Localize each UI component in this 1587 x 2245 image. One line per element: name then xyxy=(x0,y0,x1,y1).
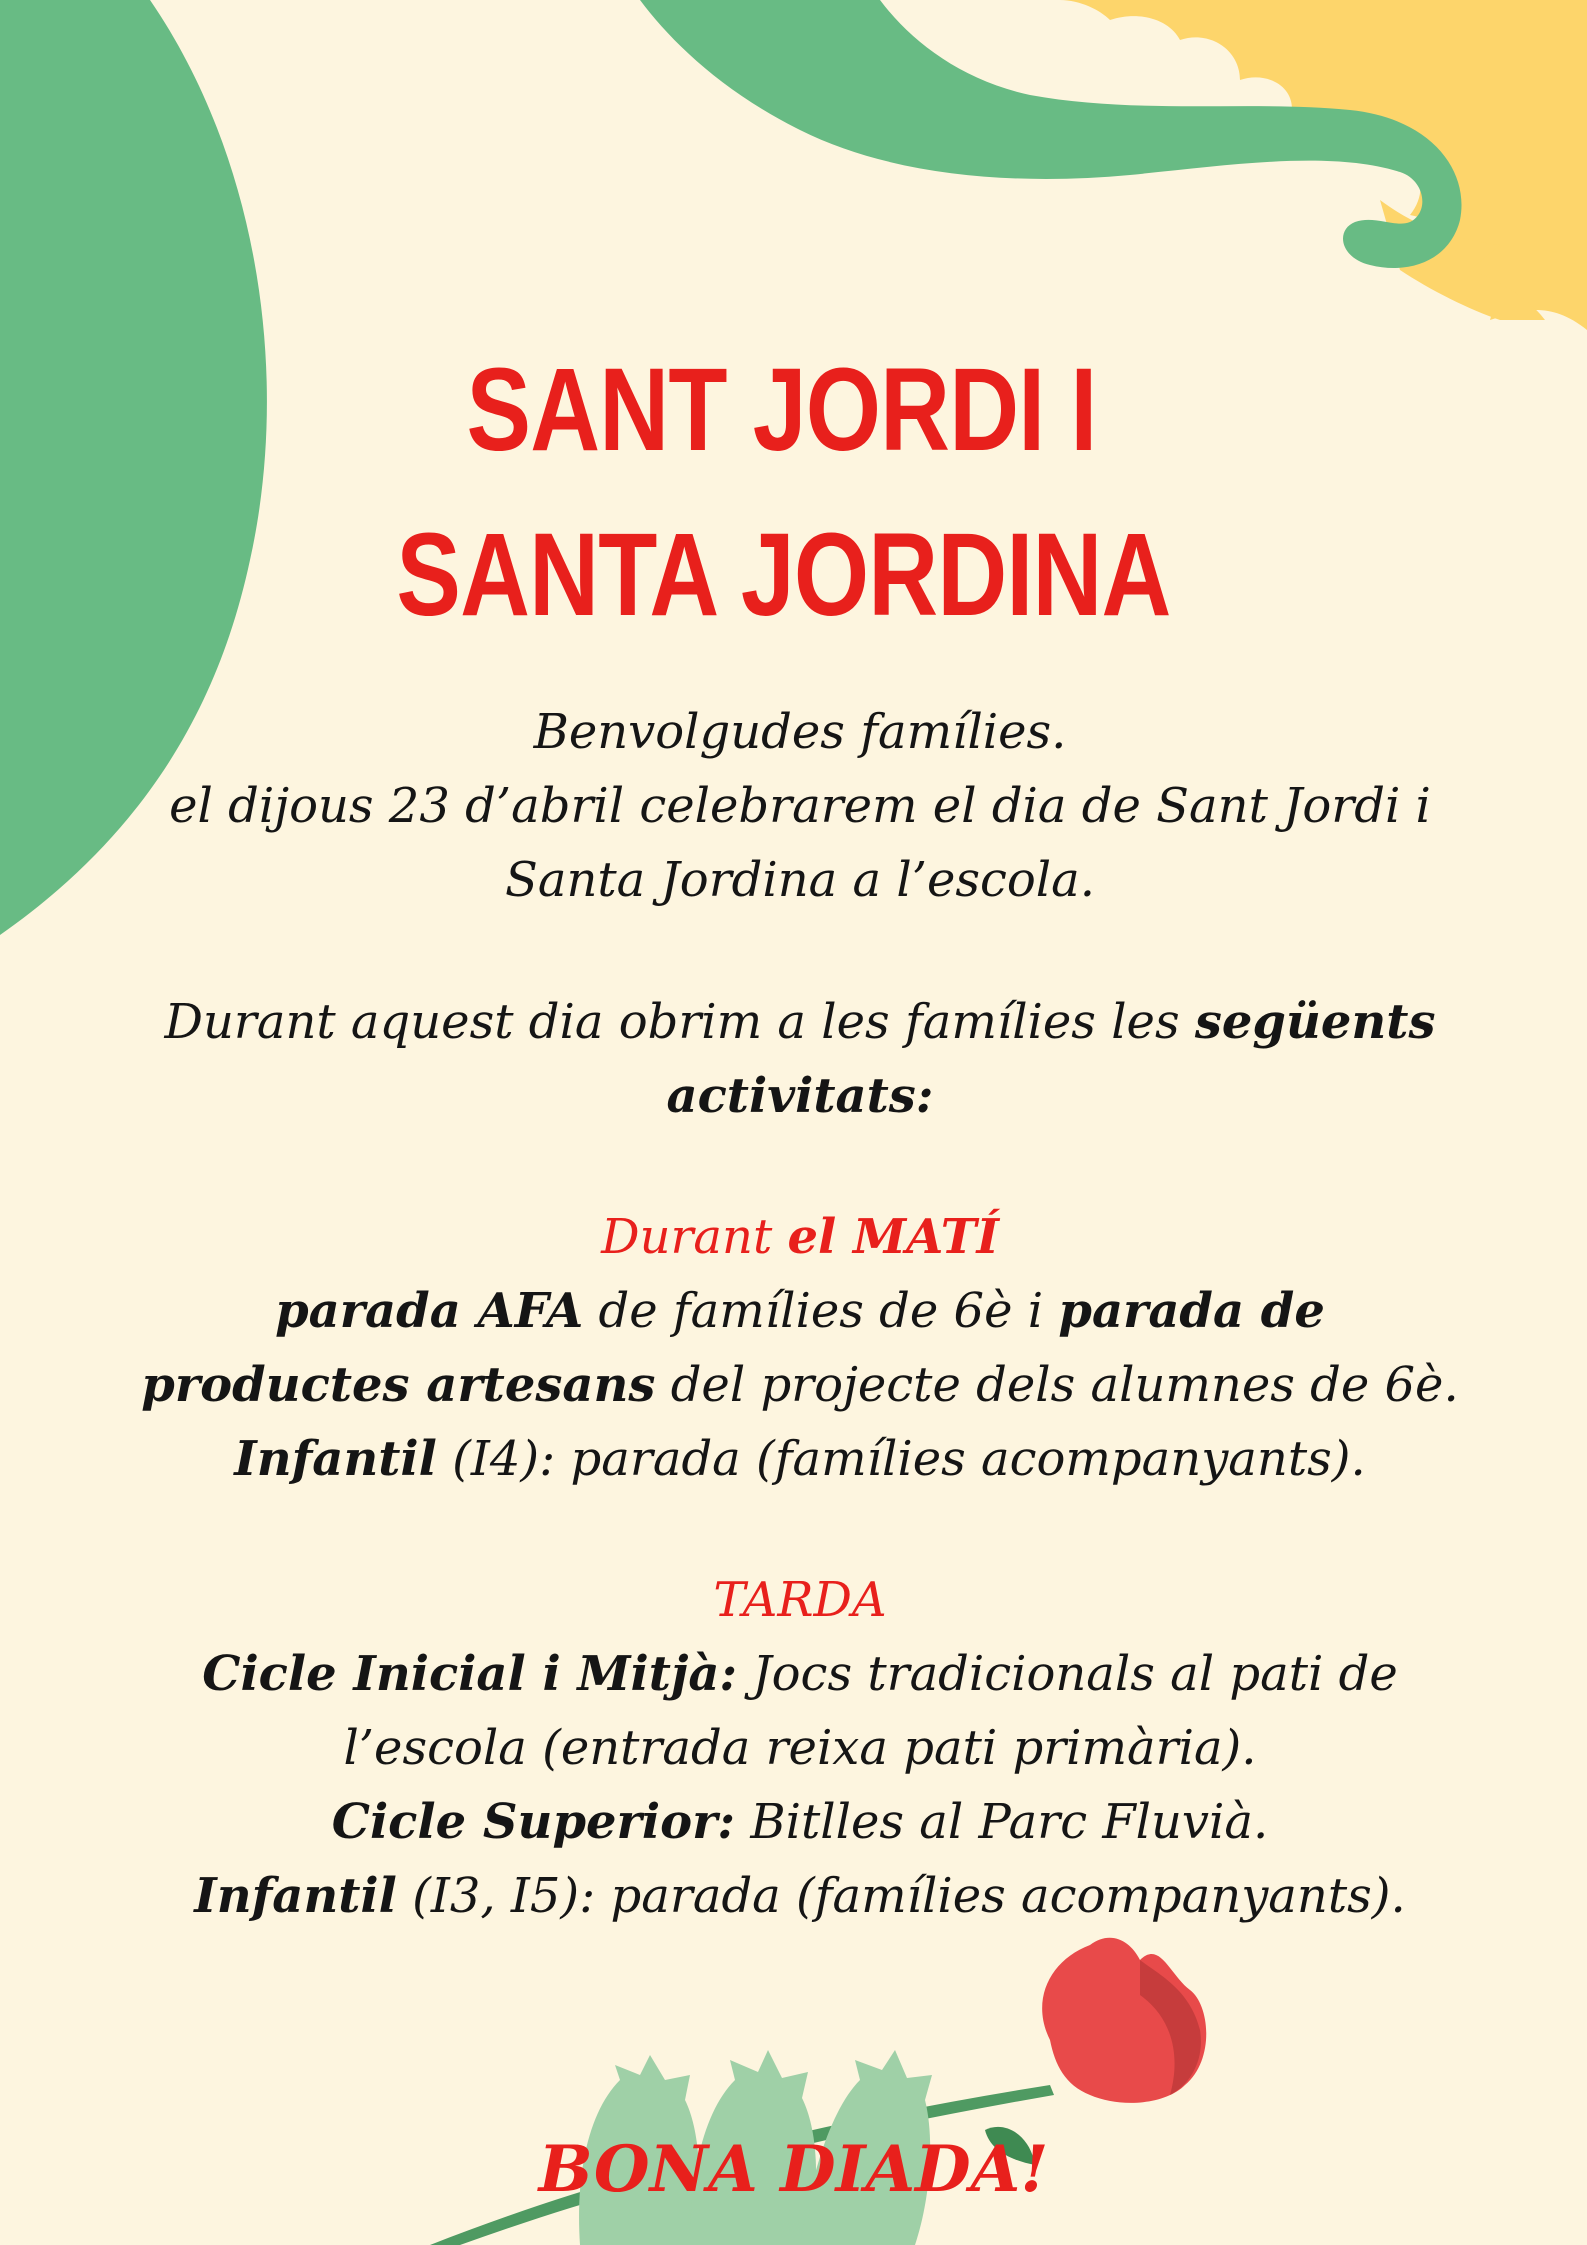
intro-paragraph xyxy=(120,695,1480,917)
intro-line: Benvolgudes famílies. xyxy=(533,704,1067,760)
mati-line-3: Infantil (I4): parada (famílies acompanyants). xyxy=(234,1431,1366,1487)
mati-section xyxy=(120,1200,1480,1496)
activities-intro-text: Durant aquest dia obrim a les famílies les xyxy=(164,994,1180,1050)
tarda-line-1: Cicle Inicial i Mitjà: Jocs tradicionals al pati de xyxy=(202,1646,1398,1702)
activities-intro-bold-2: activitats: xyxy=(666,1068,934,1124)
tarda-section xyxy=(120,1563,1480,1933)
activities-intro-bold: següents xyxy=(1194,994,1436,1050)
tarda-heading: TARDA xyxy=(713,1572,887,1628)
tarda-line-4: Infantil (I3, I5): parada (famílies acompanyants). xyxy=(194,1868,1406,1924)
tarda-line-3: Cicle Superior: Bitlles al Parc Fluvià. xyxy=(331,1794,1269,1850)
intro-line: el dijous 23 d’abril celebrarem el dia de Sant Jordi i xyxy=(169,778,1431,834)
title-line-1: SANT JORDI I xyxy=(466,344,1097,476)
mati-line-1: parada AFA de famílies de 6è i parada de xyxy=(275,1283,1325,1339)
activities-intro xyxy=(120,985,1480,1133)
tarda-line-2: l’escola (entrada reixa pati primària). xyxy=(343,1720,1257,1776)
mati-line-2: productes artesans del projecte dels alumnes de 6è. xyxy=(141,1357,1459,1413)
closing-text: BONA DIADA! xyxy=(538,2132,1049,2207)
title-line-2: SANTA JORDINA xyxy=(396,509,1171,641)
rose-icon xyxy=(1042,1938,1206,2103)
mati-heading: Durant el MATÍ xyxy=(601,1209,999,1265)
intro-line: Santa Jordina a l’escola. xyxy=(504,852,1096,908)
